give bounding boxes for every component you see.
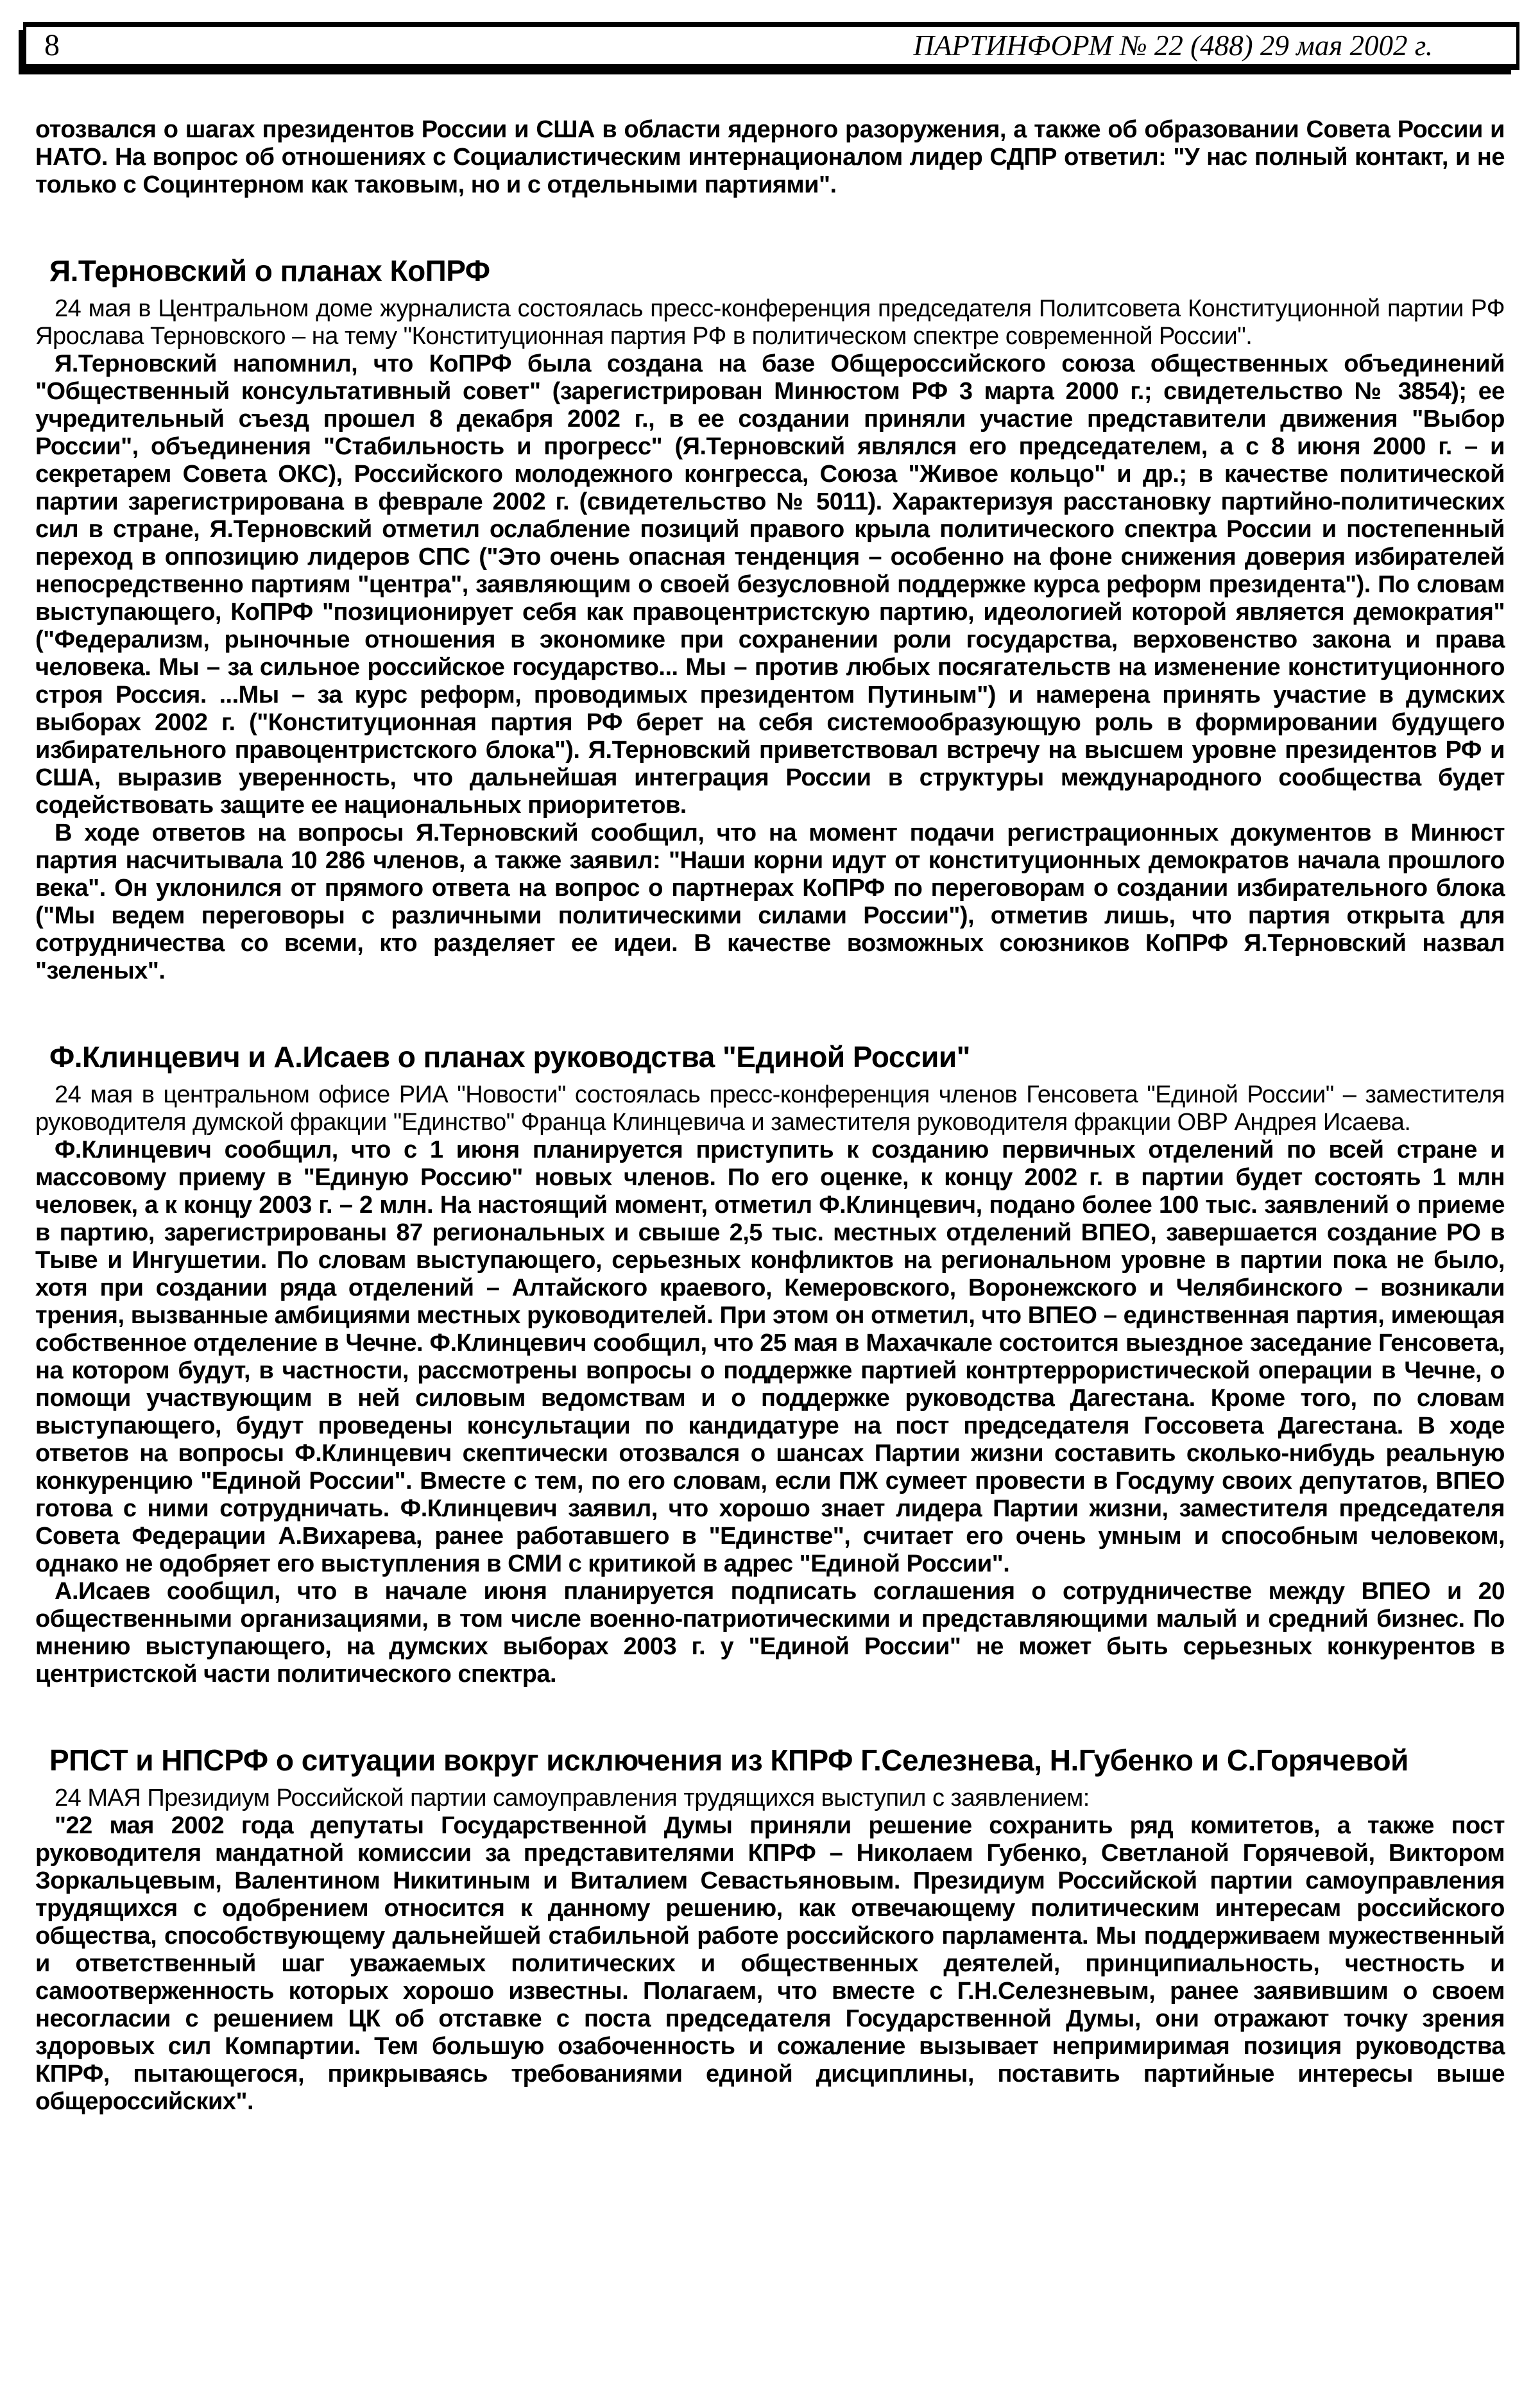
- section-ternovsky-kpfr: [35, 253, 1505, 985]
- section-heading-rpst-npsrf: РПСТ и НПСРФ о ситуации вокруг исключения из КПРФ Г.Селезнева, Н.Губенко и С.Горячевой: [49, 1744, 1408, 1777]
- masthead-title: ПАРТИНФОРМ № 22 (488) 29 мая 2002 г.: [913, 29, 1433, 62]
- section-heading-klintsevich-isaev: Ф.Клинцевич и А.Исаев о планах руководства "Единой России": [49, 1040, 970, 1074]
- section-lead: 24 мая в Центральном доме журналиста состоялась пресс-конференция председателя Политсовета Конституционной партии РФ Ярослава Терновского – на тему "Конституционная партия РФ в политическом спектре современной России".: [35, 295, 1505, 350]
- section-paragraph: В ходе ответов на вопросы Я.Терновский сообщил, что на момент подачи регистрационных документов в Минюст партия насчитывала 10 286 членов, а также заявил: "Наши корни идут от конституционных демократов начала прошлого века". Он уклонился от прямого ответа на вопрос о партнерах КоПРФ по переговорам о создании избирательного блока ("Мы ведем переговоры с различными политическими силами России"), отметив лишь, что партия открыта для сотрудничества со всеми, кто разделяет ее идеи. В качестве возможных союзников КоПРФ Я.Терновский назвал "зеленых".: [35, 819, 1505, 984]
- section-lead: 24 МАЯ Президиум Российской партии самоуправления трудящихся выступил с заявлением:: [55, 1785, 1090, 1812]
- page-content: [35, 116, 1505, 2116]
- section-paragraph: "22 мая 2002 года депутаты Государственной Думы приняли решение сохранить ряд комитетов, а также пост руководителя мандатной комиссии за представителями КПРФ – Николаем Губенко, Светланой Горячевой, Виктором Зоркальцевым, Валентином Никитиным и Виталием Севастьяновым. Президиум Российской партии самоуправления трудящихся с одобрением относится к данному решению, как отвечающему политическим интересам российского общества, способствующему дальнейшей стабильной работе российского парламента. Мы поддерживаем мужественный и ответственный шаг уважаемых политических и общественных деятелей, принципиальность, честность и самоотверженность которых хорошо известны. Полагаем, что вместе с Г.Н.Селезневым, ранее заявившим о своем несогласии с решением ЦК об отставке с поста председателя Государственной Думы, они отражают точку зрения здоровых сил Компартии. Тем большую озабоченность и сожаление вызывает непримиримая позиция руководства КПРФ, пытающегося, прикрываясь требованиями единой дисциплины, поставить партийные интересы выше общероссийских".: [35, 1812, 1505, 2115]
- section-klintsevich-isaev: [35, 1039, 1505, 1688]
- page-header: [23, 22, 1519, 70]
- section-paragraph: Ф.Клинцевич сообщил, что с 1 июня планируется приступить к созданию первичных отделений по всей стране и массовому приему в "Единую Россию" новых членов. По его оценке, к концу 2002 г. в партии будет состоять 1 млн человек, а к концу 2003 г. – 2 млн. На настоящий момент, отметил Ф.Клинцевич, подано более 100 тыс. заявлений о приеме в партию, зарегистрированы 87 региональных и свыше 2,5 тыс. местных отделений ВПЕО, завершается создание РО в Тыве и Ингушетии. По словам выступающего, серьезных конфликтов на региональном уровне в партии пока не было, хотя при создании ряда отделений – Алтайского краевого, Кемеровского, Воронежского и Челябинского – возникали трения, вызванные амбициями местных руководителей. При этом он отметил, что ВПЕО – единственная партия, имеющая собственное отделение в Чечне. Ф.Клинцевич сообщил, что 25 мая в Махачкале состоится выездное заседание Генсовета, на котором будут, в частности, рассмотрены вопросы о поддержке партией контртеррористической операции в Чечне, о помощи участвующим в ней силовым ведомствам и о поддержке руководства Дагестана. Кроме того, по словам выступающего, будут проведены консультации по кандидатуре на пост председателя Госсовета Дагестана. В ходе ответов на вопросы Ф.Клинцевич скептически отозвался о шансах Партии жизни составить сколько-нибудь реальную конкуренцию "Единой России". Вместе с тем, по его словам, если ПЖ сумеет провести в Госдуму своих депутатов, ВПЕО готова с ними сотрудничать. Ф.Клинцевич заявил, что хорошо знает лидера Партии жизни, заместителя председателя Совета Федерации А.Вихарева, ранее работавшего в "Единстве", считает его очень умным и способным человеком, однако не одобряет его выступления в СМИ с критикой в адрес "Единой России".: [35, 1136, 1505, 1577]
- page-number: 8: [44, 28, 60, 62]
- section-heading-ternovsky: Я.Терновский о планах КоПРФ: [49, 254, 490, 287]
- section-paragraph: Я.Терновский напомнил, что КоПРФ была создана на базе Общероссийского союза общественных объединений "Общественный консультативный совет" (зарегистрирован Минюстом РФ 3 марта 2000 г.; свидетельство № 3854); ее учредительный съезд прошел 8 декабря 2002 г., в ее создании приняли участие представители движения "Выбор России", объединения "Стабильность и прогресс" (Я.Терновский являлся его председателем, а с 8 июня 2000 г. – и секретарем Совета ОКС), Российского молодежного конгресса, Союза "Живое кольцо" и др.; в качестве политической партии зарегистрирована в феврале 2002 г. (свидетельство № 5011). Характеризуя расстановку партийно-политических сил в стране, Я.Терновский отметил ослабление позиций правого крыла политического спектра России и постепенный переход в оппозицию лидеров СПС ("Это очень опасная тенденция – особенно на фоне снижения доверия избирателей непосредственно партиям "центра", заявляющим о своей безусловной поддержке курса реформ президента"). По словам выступающего, КоПРФ "позиционирует себя как правоцентристскую партию, идеологией которой является демократия" ("Федерализм, рыночные отношения в экономике при сохранении роли государства, верховенство закона и права человека. Мы – за сильное российское государство... Мы – против любых посягательств на изменение конституционного строя Россия. ...Мы – за курс реформ, проводимых президентом Путиным") и намерена принять участие в думских выборах 2002 г. ("Конституционная партия РФ берет на себя системообразующую роль в формировании будущего избирательного правоцентристского блока"). Я.Терновский приветствовал встречу на высшем уровне президентов РФ и США, выразив уверенность, что дальнейшая интеграция России в структуры международного сообщества будет содействовать защите ее национальных приоритетов.: [35, 350, 1505, 819]
- section-paragraph: А.Исаев сообщил, что в начале июня планируется подписать соглашения о сотрудничестве между ВПЕО и 20 общественными организациями, в том числе военно-патриотическими и представляющими малый и средний бизнес. По мнению выступающего, на думских выборах 2003 г. у "Единой России" не может быть серьезных конкурентов в центристской части политического спектра.: [35, 1578, 1505, 1688]
- continuation-paragraph: отозвался о шагах президентов России и США в области ядерного разоружения, а также об образовании Совета России и НАТО. На вопрос об отношениях с Социалистическим интернационалом лидер СДПР ответил: "У нас полный контакт, и не только с Социнтерном как таковым, но и с отдельными партиями".: [35, 116, 1505, 198]
- section-lead: 24 мая в центральном офисе РИА "Новости" состоялась пресс-конференция членов Генсовета "Единой России" – заместителя руководителя думской фракции "Единство" Франца Клинцевича и заместителя руководителя фракции ОВР Андрея Исаева.: [35, 1081, 1505, 1136]
- section-rpst-npsrf: [35, 1742, 1505, 2116]
